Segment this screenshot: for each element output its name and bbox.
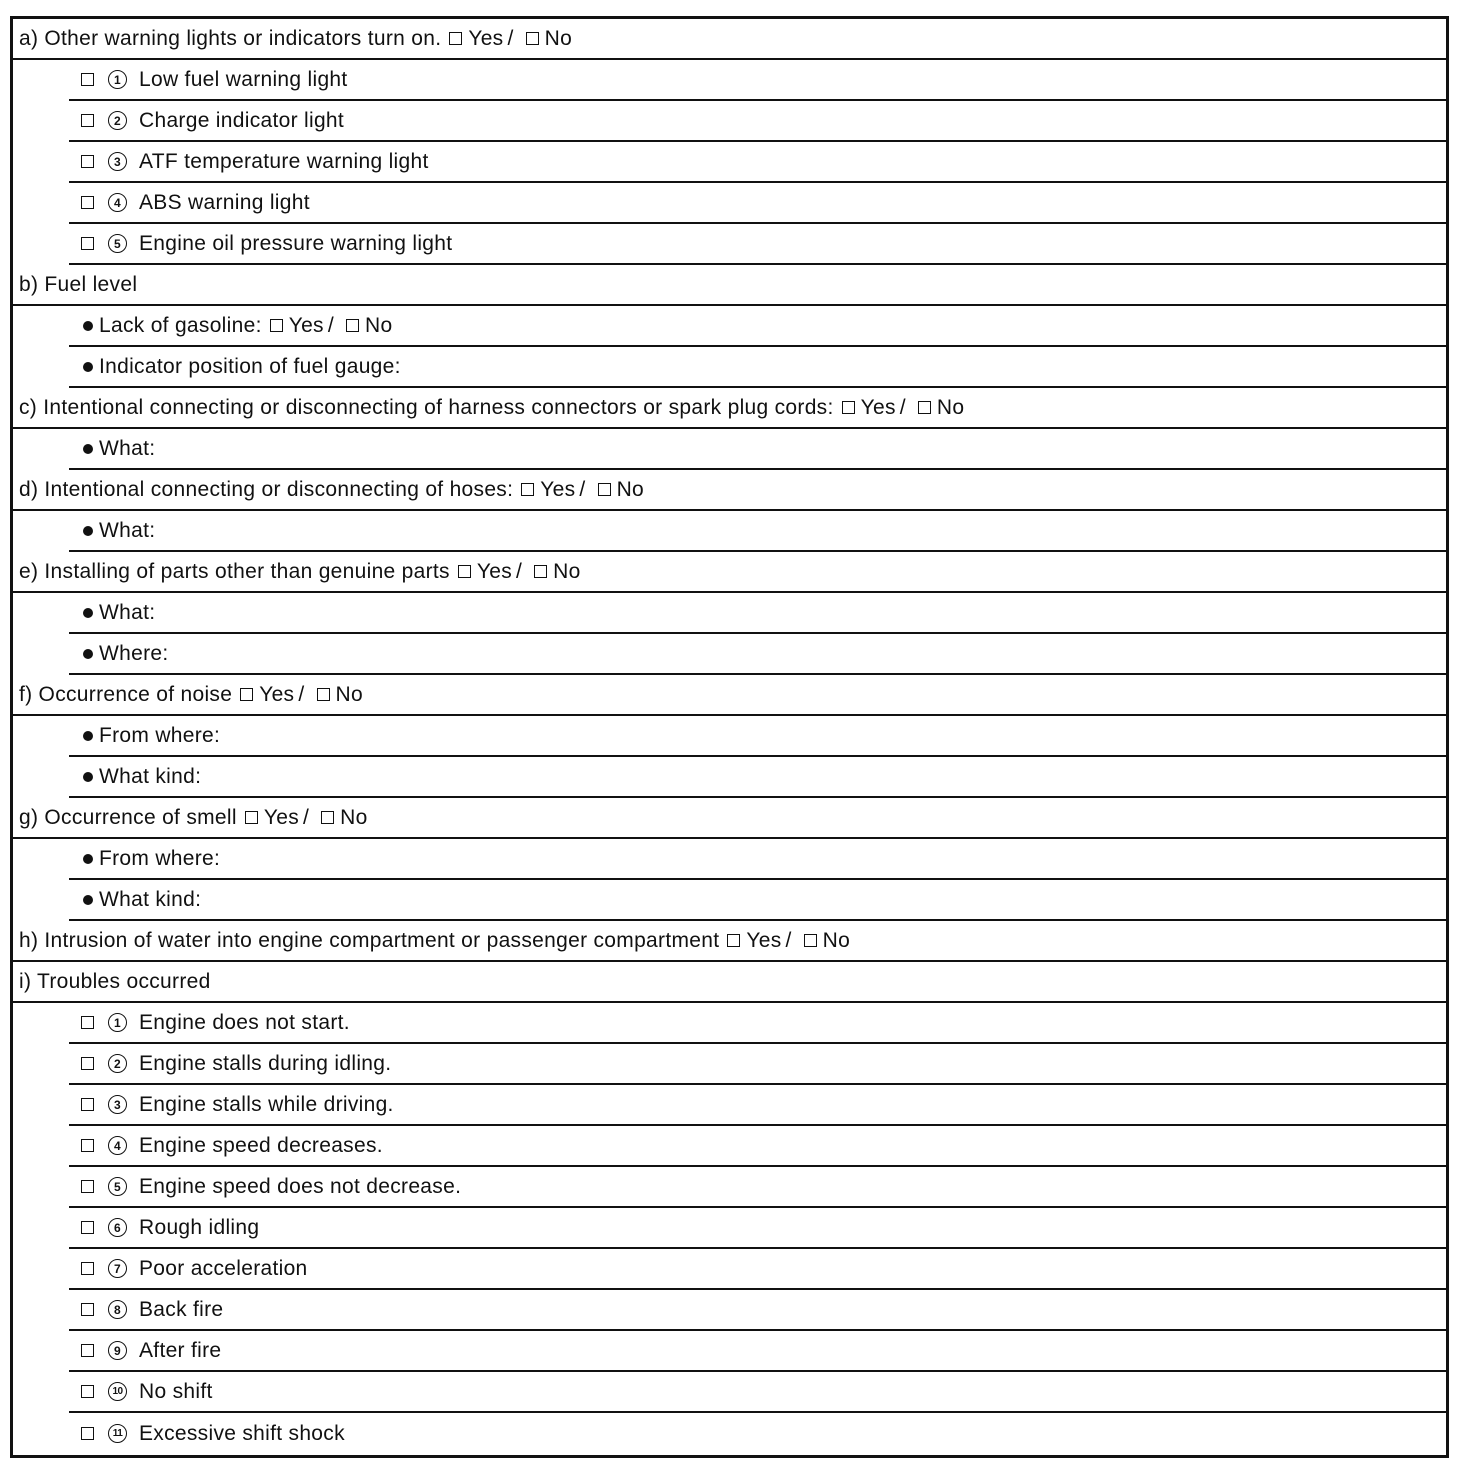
warning-light-item: [69, 224, 1446, 265]
circled-number-icon: 10: [108, 1382, 127, 1401]
trouble-item-label: Engine speed decreases.: [139, 1133, 383, 1157]
bullet-icon: [83, 321, 93, 331]
section-g-header: [13, 798, 1446, 839]
circled-number-icon: 2: [108, 1054, 127, 1073]
no-label: No: [365, 313, 393, 337]
circled-number-icon: 3: [108, 152, 127, 171]
separator: /: [303, 805, 310, 829]
bullet-icon: [83, 895, 93, 905]
separator: /: [579, 477, 586, 501]
trouble-item-checkbox[interactable]: [81, 1427, 94, 1440]
warning-light-item-label: Low fuel warning light: [139, 67, 348, 91]
no-label: No: [936, 395, 965, 419]
section-d-header: [13, 470, 1446, 511]
bullet-icon: [83, 854, 93, 864]
section-f-header: [13, 675, 1446, 716]
trouble-item-checkbox[interactable]: [81, 1344, 94, 1357]
section-h-no-checkbox[interactable]: [804, 934, 817, 947]
section-d-label: d) Intentional connecting or disconnecting of hoses:: [19, 477, 514, 501]
fuel-gauge-position-label: Indicator position of fuel gauge:: [99, 354, 401, 378]
circled-number-icon: 6: [108, 1218, 127, 1237]
lack-of-gasoline-label: Lack of gasoline:: [99, 313, 262, 337]
section-e-no-checkbox[interactable]: [534, 565, 547, 578]
trouble-item-label: No shift: [139, 1379, 213, 1403]
circled-number-icon: 7: [108, 1259, 127, 1278]
warning-light-item-label: Charge indicator light: [139, 108, 345, 132]
circled-number-icon: 9: [108, 1341, 127, 1360]
trouble-item-label: Engine does not start.: [139, 1010, 350, 1034]
section-e-yes-checkbox[interactable]: [458, 565, 471, 578]
section-e-label: e) Installing of parts other than genuine parts: [19, 559, 450, 583]
yes-label: Yes: [746, 928, 782, 952]
trouble-item: [69, 1208, 1446, 1249]
trouble-item: [69, 1044, 1446, 1085]
circled-number-icon: 1: [108, 1013, 127, 1032]
no-label: No: [335, 682, 363, 706]
section-f-no-checkbox[interactable]: [317, 688, 330, 701]
section-f-yes-checkbox[interactable]: [240, 688, 253, 701]
section-f-label: f) Occurrence of noise: [19, 682, 233, 706]
trouble-item-label: Excessive shift shock: [139, 1421, 345, 1445]
warning-light-item: [69, 142, 1446, 183]
no-label: No: [822, 928, 851, 952]
warning-light-item-label: Engine oil pressure warning light: [139, 231, 453, 255]
section-g-what-kind-label: What kind:: [99, 887, 202, 911]
inspection-form: [10, 16, 1449, 1458]
section-c-label: c) Intentional connecting or disconnecting of harness connectors or spark plug cords:: [19, 395, 834, 419]
trouble-item-checkbox[interactable]: [81, 1180, 94, 1193]
section-g-yes-checkbox[interactable]: [245, 811, 258, 824]
section-g-from-where: [69, 839, 1446, 880]
trouble-item: [69, 1290, 1446, 1331]
trouble-item-label: Engine stalls while driving.: [139, 1092, 394, 1116]
section-a-header: [13, 19, 1446, 60]
yes-label: Yes: [259, 682, 295, 706]
lack-of-gasoline-no-checkbox[interactable]: [346, 319, 359, 332]
circled-number-icon: 3: [108, 1095, 127, 1114]
trouble-item: [69, 1167, 1446, 1208]
section-e-where: [69, 634, 1446, 675]
section-d-no-checkbox[interactable]: [598, 483, 611, 496]
circled-number-icon: 4: [108, 193, 127, 212]
warning-light-item-checkbox[interactable]: [81, 196, 94, 209]
section-g-no-checkbox[interactable]: [321, 811, 334, 824]
warning-light-item-checkbox[interactable]: [81, 73, 94, 86]
section-e-header: [13, 552, 1446, 593]
trouble-item-checkbox[interactable]: [81, 1139, 94, 1152]
bullet-icon: [83, 608, 93, 618]
section-h-label: h) Intrusion of water into engine compartment or passenger compartment: [19, 928, 720, 952]
section-f-from-where-label: From where:: [99, 723, 221, 747]
trouble-item-checkbox[interactable]: [81, 1016, 94, 1029]
yes-label: Yes: [476, 559, 513, 583]
yes-label: Yes: [540, 477, 576, 501]
circled-number-icon: 5: [108, 234, 127, 253]
section-f-from-where: [69, 716, 1446, 757]
separator: /: [785, 928, 792, 952]
trouble-item-label: Back fire: [139, 1297, 224, 1321]
section-c-yes-checkbox[interactable]: [842, 401, 855, 414]
section-d-what: [69, 511, 1446, 552]
section-a-yes-checkbox[interactable]: [449, 32, 462, 45]
section-c-header: [13, 388, 1446, 429]
trouble-item-checkbox[interactable]: [81, 1385, 94, 1398]
trouble-item-label: Poor acceleration: [139, 1256, 308, 1280]
trouble-item: [69, 1331, 1446, 1372]
separator: /: [899, 395, 906, 419]
warning-light-item-label: ABS warning light: [139, 190, 310, 214]
trouble-item-checkbox[interactable]: [81, 1098, 94, 1111]
no-label: No: [340, 805, 368, 829]
section-c-what-label: What:: [99, 436, 156, 460]
separator: /: [327, 313, 335, 337]
trouble-item-label: Engine stalls during idling.: [139, 1051, 392, 1075]
lack-of-gasoline-yes-checkbox[interactable]: [270, 319, 283, 332]
bullet-icon: [83, 526, 93, 536]
section-b-header: [13, 265, 1446, 306]
trouble-item: [69, 1003, 1446, 1044]
trouble-item: [69, 1372, 1446, 1413]
warning-light-item-checkbox[interactable]: [81, 114, 94, 127]
section-e-what-label: What:: [99, 600, 156, 624]
no-label: No: [544, 26, 573, 50]
yes-label: Yes: [468, 26, 504, 50]
section-d-what-label: What:: [99, 518, 156, 542]
trouble-item: [69, 1413, 1446, 1454]
separator: /: [298, 682, 305, 706]
yes-label: Yes: [860, 395, 896, 419]
section-d-yes-checkbox[interactable]: [521, 483, 534, 496]
separator: /: [507, 26, 514, 50]
section-c-no-checkbox[interactable]: [918, 401, 931, 414]
trouble-item: [69, 1126, 1446, 1167]
trouble-item-checkbox[interactable]: [81, 1262, 94, 1275]
warning-light-item: [69, 183, 1446, 224]
yes-label: Yes: [288, 313, 324, 337]
no-label: No: [553, 559, 581, 583]
trouble-item-checkbox[interactable]: [81, 1057, 94, 1070]
trouble-item-label: Rough idling: [139, 1215, 260, 1239]
separator: /: [516, 559, 523, 583]
section-g-label: g) Occurrence of smell: [19, 805, 237, 829]
section-c-what: [69, 429, 1446, 470]
section-g-from-where-label: From where:: [99, 846, 221, 870]
section-h-yes-checkbox[interactable]: [727, 934, 740, 947]
warning-light-item-label: ATF temperature warning light: [139, 149, 429, 173]
circled-number-icon: 4: [108, 1136, 127, 1155]
trouble-item-checkbox[interactable]: [81, 1221, 94, 1234]
bullet-icon: [83, 649, 93, 659]
trouble-item-label: Engine speed does not decrease.: [139, 1174, 462, 1198]
bullet-icon: [83, 772, 93, 782]
section-f-what-kind-label: What kind:: [99, 764, 202, 788]
no-label: No: [616, 477, 645, 501]
section-i-header: [13, 962, 1446, 1003]
circled-number-icon: 5: [108, 1177, 127, 1196]
circled-number-icon: 8: [108, 1300, 127, 1319]
yes-label: Yes: [263, 805, 300, 829]
bullet-icon: [83, 362, 93, 372]
section-b-label: b) Fuel level: [19, 272, 138, 296]
bullet-icon: [83, 444, 93, 454]
section-i-label: i) Troubles occurred: [19, 969, 211, 993]
warning-light-item-checkbox[interactable]: [81, 155, 94, 168]
section-e-what: [69, 593, 1446, 634]
warning-light-item: [69, 60, 1446, 101]
warning-light-item: [69, 101, 1446, 142]
trouble-item-checkbox[interactable]: [81, 1303, 94, 1316]
bullet-icon: [83, 731, 93, 741]
section-h-header: [13, 921, 1446, 962]
section-g-what-kind: [69, 880, 1446, 921]
trouble-item: [69, 1249, 1446, 1290]
circled-number-icon: 1: [108, 70, 127, 89]
section-a-no-checkbox[interactable]: [526, 32, 539, 45]
section-a-label: a) Other warning lights or indicators turn on.: [19, 26, 442, 50]
circled-number-icon: 2: [108, 111, 127, 130]
circled-number-icon: 11: [108, 1424, 127, 1443]
trouble-item: [69, 1085, 1446, 1126]
section-f-what-kind: [69, 757, 1446, 798]
warning-light-item-checkbox[interactable]: [81, 237, 94, 250]
fuel-gauge-position: [69, 347, 1446, 388]
lack-of-gasoline: [69, 306, 1446, 347]
section-e-where-label: Where:: [99, 641, 169, 665]
trouble-item-label: After fire: [139, 1338, 222, 1362]
